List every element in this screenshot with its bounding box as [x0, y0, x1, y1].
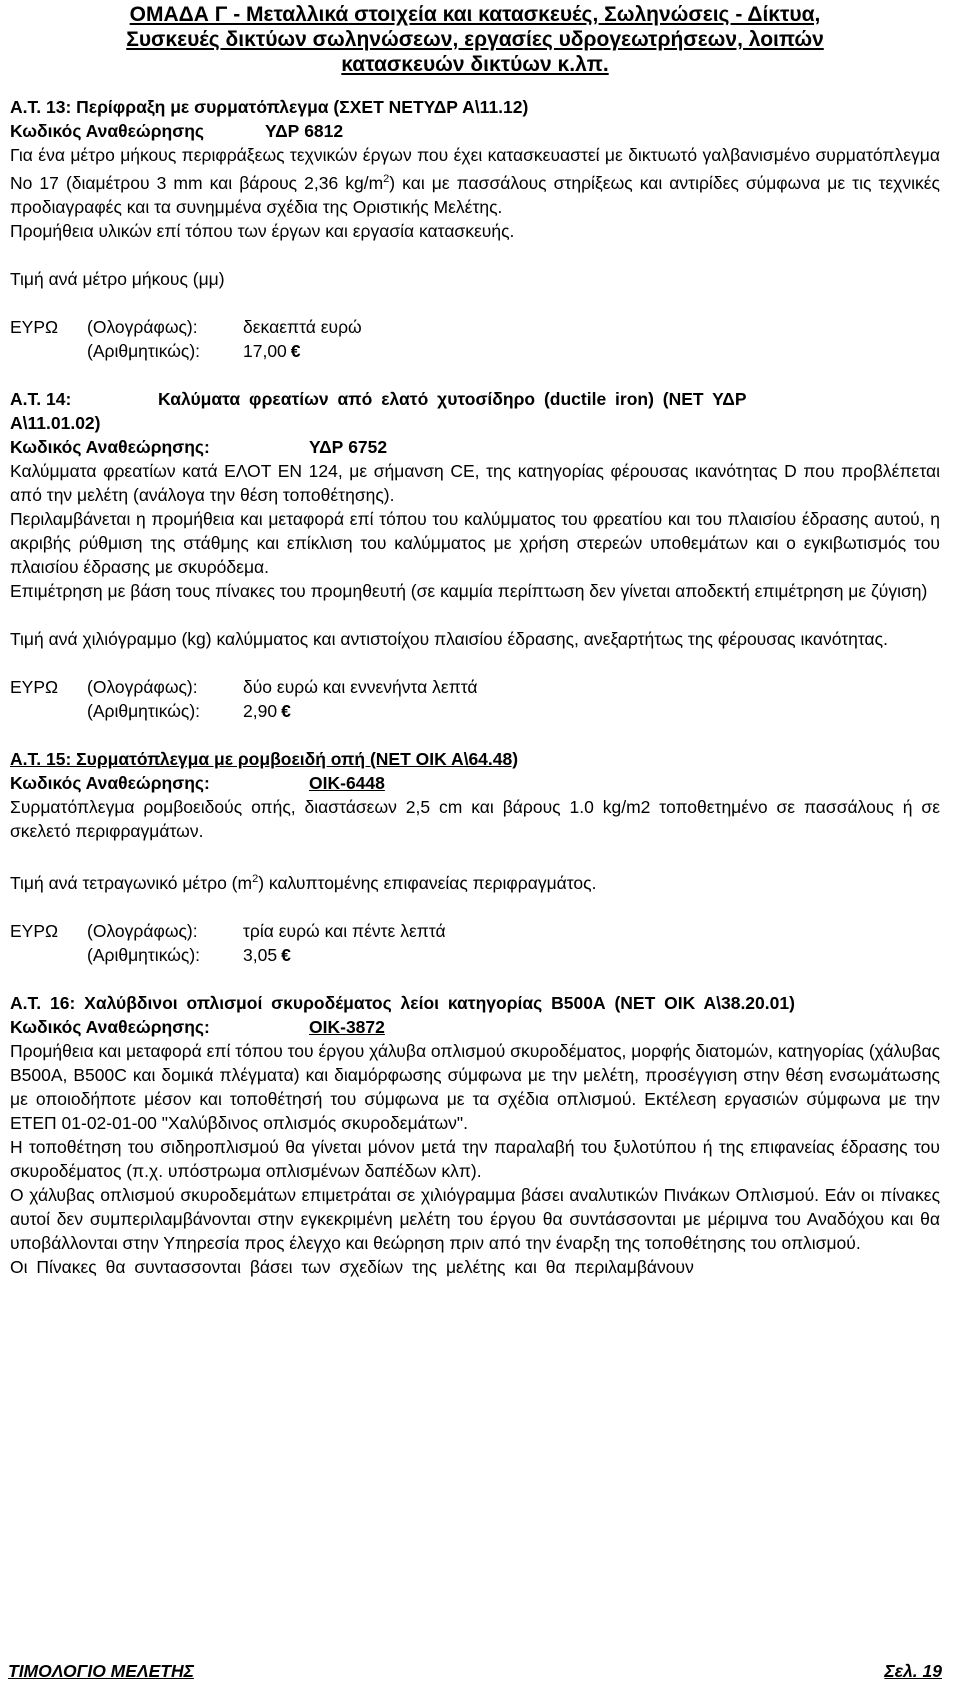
at13-words-value: δεκαεπτά ευρώ — [243, 316, 362, 337]
at13-num-label: (Αριθμητικώς): — [87, 340, 201, 361]
at14-code-value: ΥΔΡ 6752 — [309, 436, 388, 457]
at15-num-value: 3,05 — [243, 944, 278, 965]
at13-currency: ΕΥΡΩ — [10, 316, 59, 337]
at13-code-value: ΥΔΡ 6812 — [265, 121, 344, 141]
at14-currency: ΕΥΡΩ — [10, 676, 59, 697]
at13-desc-a: Για ένα μέτρο μήκους περιφράξεως τεχνικών έργων που έχει κατασκευαστεί με δικτυωτό γαλβανισμένο συρματόπλεγμα Νο 17 (διαμέτρου 3 mm και βάρους 2,36 kg/m — [10, 145, 940, 193]
at13-desc-b: ) και με πασσάλους στηρίξεως και αντιρίδες σύμφωνα με τις τεχνικές προδιαγραφές και τα συνημμένα σχέδια της Οριστικής Μελέτης. — [10, 172, 940, 217]
at16-title: Α.Τ. 16: Χαλύβδινοι οπλισμοί σκυροδέματος λείοι κατηγορίας Β500Α (ΝΕΤ ΟΙΚ Α\38.20.01) — [10, 992, 795, 1013]
group-title-line-3: κατασκευών δικτύων κ.λπ. — [341, 53, 609, 76]
at15-unit — [10, 867, 940, 895]
at14-paragraph-2: Περιλαμβάνεται η προμήθεια και μεταφορά επί τόπου του καλύμματος του φρεατίου και του πλαισίου έδρασης αυτού, η ακριβής ρύθμιση της στάθμης και επίκλιση του καλύμματος με χρήση στερεών υποθεμάτων και ο εγκιβωτισμός του πλαισίου έδρασης με σκυρόδεμα. — [10, 508, 940, 577]
group-title-line-1: ΟΜΑΔΑ Γ - Μεταλλικά στοιχεία και κατασκευές, Σωληνώσεις - Δίκτυα, — [129, 3, 821, 26]
at16-paragraph-2: Η τοποθέτηση του σιδηροπλισμού θα γίνεται μόνον μετά την παραλαβή του ξυλοτύπου ή της επιφανείας έδρασης του σκυροδέματος (π.χ. υπόστρωμα οπλισμένων δαπέδων κλπ). — [10, 1136, 940, 1181]
at15-currency: ΕΥΡΩ — [10, 920, 59, 941]
euro-icon: € — [290, 340, 301, 361]
at15-code-row — [10, 771, 940, 795]
at15-price-number — [10, 943, 940, 967]
at14-number: Α.Τ. 14: — [10, 388, 72, 409]
at13-title: Α.Τ. 13: Περίφραξη με συρματόπλεγμα (ΣΧΕΤ ΝΕΤΥΔΡ Α\11.12) — [10, 97, 529, 117]
at14-unit: Τιμή ανά χιλιόγραμμο (kg) καλύμματος και αντιστοίχου πλαισίου έδρασης, ανεξαρτήτως της φέρουσας ικανότητας. — [10, 628, 888, 649]
at13-price-number — [10, 339, 940, 363]
at16-paragraph-3: Ο χάλυβας οπλισμού σκυροδεμάτων επιμετράται σε χιλιόγραμμα βάσει αναλυτικών Πινάκων Οπλισμού. Εάν οι πίνακες αυτοί δεν συμπεριλαμβάνονται στην εγκεκριμένη μελέτη του έργου θα συντάσσονται με μέριμνα του Αναδόχου και θα υποβάλλονται στην Υπηρεσία προς έλεγχο και θεώρηση πριν από την έναρξη της τοποθέτησης του οπλισμού. — [10, 1184, 940, 1253]
document-page — [10, 0, 940, 1279]
at13-price-words — [10, 315, 940, 339]
at16-code-label: Κωδικός Αναθεώρησης: — [10, 1016, 210, 1037]
euro-icon: € — [281, 700, 291, 721]
group-title-line-2: Συσκευές δικτύων σωληνώσεων, εργασίες υδρογεωτρήσεων, λοιπών — [126, 28, 824, 51]
at14-paragraph-3: Επιμέτρηση με βάση τους πίνακες του προμηθευτή (σε καμμία περίπτωση δεν γίνεται αποδεκτή επιμέτρηση με ζύγιση) — [10, 580, 928, 601]
at14-price-number — [10, 699, 940, 723]
page-footer — [8, 1660, 942, 1682]
euro-icon: € — [281, 944, 291, 965]
at15-num-label: (Αριθμητικώς): — [87, 944, 201, 965]
at15-title: Α.Τ. 15: Συρματόπλεγμα με ρομβοειδή οπή (ΝΕΤ ΟΙΚ Α\64.48) — [10, 748, 519, 769]
at15-unit-a: Τιμή ανά τετραγωνικό μέτρο (m — [10, 872, 253, 893]
at16-code-value: ΟΙΚ-3872 — [309, 1016, 385, 1037]
at15-price-words — [10, 919, 940, 943]
at15-code-label: Κωδικός Αναθεώρησης: — [10, 772, 210, 793]
footer-document-title: ΤΙΜΟΛΟΓΙΟ ΜΕΛΕΤΗΣ — [8, 1661, 194, 1681]
at13-supply: Προμήθεια υλικών επί τόπου των έργων και εργασία κατασκευής. — [10, 220, 515, 241]
at14-num-label: (Αριθμητικώς): — [87, 700, 201, 721]
at14-title-a: Καλύματα φρεατίων από ελατό χυτοσίδηρο (ductile iron) (ΝΕΤ ΥΔΡ — [158, 388, 747, 409]
at15-words-label: (Ολογράφως): — [87, 920, 198, 941]
at16-code-row — [10, 1015, 940, 1039]
at14-words-value: δύο ευρώ και εννενήντα λεπτά — [243, 676, 478, 697]
at13-words-label: (Ολογράφως): — [87, 316, 198, 337]
at14-code-label: Κωδικός Αναθεώρησης: — [10, 436, 210, 457]
at15-code-value: ΟΙΚ-6448 — [309, 772, 385, 793]
at16-paragraph-1: Προμήθεια και μεταφορά επί τόπου του έργου χάλυβα οπλισμού σκυροδέματος, μορφής διατομών, κατηγορίας (χάλυβας Β500Α, Β500C και δομικά πλέγματα) και διαμόρφωσης σύμφωνα με την μελέτη, προσέγγιση στην θέση ενσωμάτωσης με οποιοδήποτε μέσον και τοποθέτησή του σύμφωνα με τα σχέδια οπλισμού. Εκτέλεση εργασιών σύμφωνα με την ΕΤΕΠ 01-02-01-00 "Χαλύβδινος οπλισμός σκυροδεμάτων". — [10, 1040, 941, 1133]
at15-unit-b: ) καλυπτομένης επιφανείας περιφραγμάτος. — [258, 872, 597, 893]
at13-num-value: 17,00 — [243, 340, 287, 361]
group-title — [10, 2, 940, 77]
at14-paragraph-1: Καλύμματα φρεατίων κατά ΕΛΟΤ ΕΝ 124, με σήμανση CE, της κατηγορίας φέρουσας ικανότητας D που προβλέπεται από την μελέτη (ανάλογα την θέση τοποθέτησης). — [10, 460, 940, 505]
at14-words-label: (Ολογράφως): — [87, 676, 198, 697]
at14-code-row — [10, 435, 940, 459]
footer-page-number: Σελ. 19 — [884, 1661, 942, 1681]
at14-title-b: Α\11.01.02) — [10, 412, 101, 433]
at13-unit: Τιμή ανά μέτρο μήκους (μμ) — [10, 268, 225, 289]
at15-unit-sup: 2 — [252, 872, 259, 885]
at15-description: Συρματόπλεγμα ρομβοειδούς οπής, διαστάσεων 2,5 cm και βάρους 1.0 kg/m2 τοποθετημένο σε πασσάλους ή σε σκελετό περιφραγμάτων. — [10, 796, 940, 841]
at13-desc-sup: 2 — [383, 173, 390, 185]
at14-title-row — [10, 387, 940, 411]
at14-num-value: 2,90 — [243, 700, 278, 721]
at13-code-label: Κωδικός Αναθεώρησης — [10, 121, 204, 141]
at16-paragraph-4: Οι Πίνακες θα συντασσονται βάσει των σχεδίων της μελέτης και θα περιλαμβάνουν — [10, 1256, 694, 1277]
at15-words-value: τρία ευρώ και πέντε λεπτά — [243, 920, 446, 941]
at13-code-row — [10, 119, 940, 143]
at13-description — [10, 143, 940, 219]
at14-price-words — [10, 675, 940, 699]
